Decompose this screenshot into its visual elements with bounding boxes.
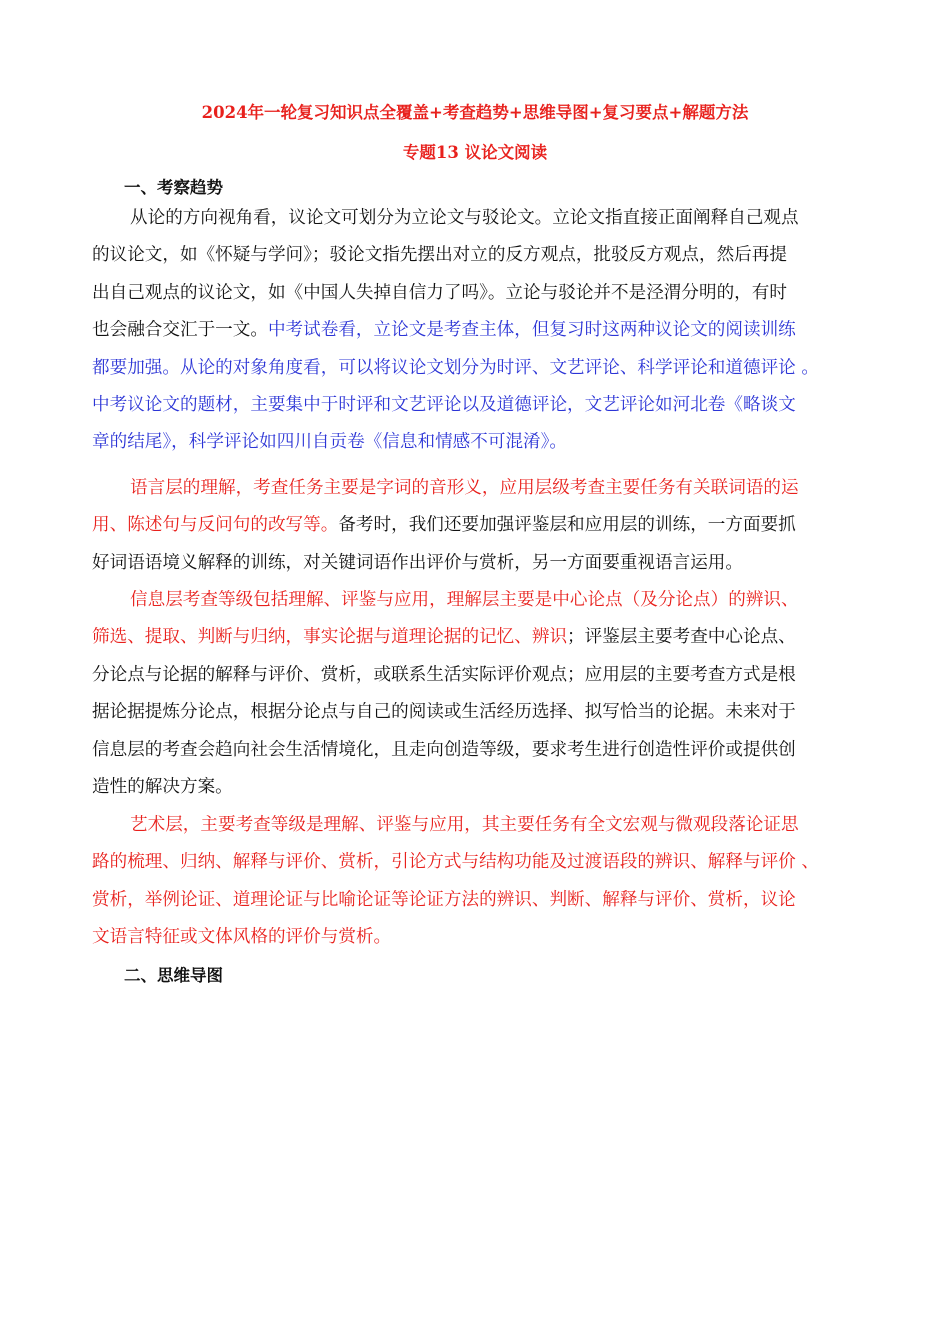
paragraph-information-layer	[92, 582, 872, 806]
paragraph-line	[92, 582, 872, 619]
paragraph-line	[92, 470, 872, 507]
paragraph-line	[92, 769, 872, 806]
text-run: 据论据提炼分论点，根据分论点与自己的阅读或生活经历选择、拟写恰当的论据。未来对于	[92, 702, 796, 723]
paragraph-line	[92, 844, 872, 881]
text-run: 章的结尾》，科学评论如四川自贡卷《信息和情感不可混淆》。	[92, 432, 568, 453]
text-run: 出自己观点的议论文，如《中国人失掉自信力了吗》。立论与驳论并不是泾渭分明的，有时	[92, 282, 787, 303]
section-heading-mindmap: 二、思维导图	[124, 966, 223, 985]
paragraph-line	[92, 919, 872, 956]
paragraph-line	[92, 350, 872, 387]
paragraph-line	[92, 275, 872, 312]
text-run: 赏析，举例论证、道理论证与比喻论证等论证方法的辨识、判断、解释与评价、赏析，议论	[92, 889, 796, 910]
text-run: 都要加强。从论的对象角度看，可以将议论文划分为时评、文艺评论、科学评论和道德评论 。	[92, 357, 819, 378]
paragraph-argument-types	[92, 200, 872, 462]
paragraph-language-layer	[92, 470, 872, 582]
text-run: 造性的解决方案。	[92, 776, 233, 797]
text-run: 筛选、提取、判断与归纳，事实论据与道理论据的记忆、辨识	[92, 627, 568, 648]
text-run: 路的梳理、归纳、解释与评价、赏析，引论方式与结构功能及过渡语段的辨识、解释与评价 、	[92, 852, 819, 873]
paragraph-line	[92, 545, 872, 582]
paragraph-line	[92, 882, 872, 919]
paragraph-line	[92, 312, 872, 349]
document-subtitle: 专题13 议论文阅读	[402, 143, 548, 162]
text-run: 备考时，我们还要加强评鉴层和应用层的训练，一方面要抓	[338, 515, 796, 536]
paragraph-line	[92, 237, 872, 274]
text-run: 中考试卷看，立论文是考查主体，但复习时这两种议论文的阅读训练	[267, 320, 796, 341]
paragraph-line	[92, 619, 872, 656]
text-run: 中考议论文的题材，主要集中于时评和文艺评论以及道德评论，文艺评论如河北卷《略谈文	[92, 394, 796, 415]
paragraph-line	[92, 657, 872, 694]
section-heading-trends: 一、考察趋势	[124, 178, 223, 197]
paragraph-line	[92, 694, 872, 731]
text-run: 文语言特征或文体风格的评价与赏析。	[92, 927, 392, 948]
text-run: 语言层的理解，考查任务主要是字词的音形义，应用层级考查主要任务有关联词语的运	[130, 478, 799, 498]
text-run: 也会融合交汇于一文。	[92, 320, 268, 341]
text-run: ；评鉴层主要考查中心论点、	[567, 627, 796, 648]
text-run: 分论点与论据的解释与评价、赏析，或联系生活实际评价观点；应用层的主要考查方式是根	[92, 664, 796, 685]
text-run: 用、陈述句与反问句的改写等。	[92, 515, 339, 536]
text-run: 信息层的考查会趋向社会生活情境化，且走向创造等级，要求考生进行创造性评价或提供创	[92, 739, 796, 760]
paragraph-line	[92, 807, 872, 844]
paragraph-art-layer	[92, 807, 872, 957]
text-run: 好词语语境义解释的训练，对关键词语作出评价与赏析，另一方面要重视语言运用。	[92, 552, 743, 573]
paragraph-line	[92, 732, 872, 769]
paragraph-line	[92, 424, 872, 461]
text-run: 从论的方向视角看，议论文可划分为立论文与驳论文。立论文指直接正面阐释自己观点	[130, 208, 799, 228]
paragraph-line	[92, 200, 872, 237]
text-run: 信息层考查等级包括理解、评鉴与应用，理解层主要是中心论点（及分论点）的辨识、	[130, 590, 799, 610]
paragraph-line	[92, 507, 872, 544]
paragraph-line	[92, 387, 872, 424]
text-run: 艺术层，主要考查等级是理解、评鉴与应用，其主要任务有全文宏观与微观段落论证思	[130, 815, 799, 835]
document-title: 2024年一轮复习知识点全覆盖+考查趋势+思维导图+复习要点+解题方法	[201, 103, 749, 122]
text-run: 的议论文，如《怀疑与学问》；驳论文指先摆出对立的反方观点，批驳反方观点，然后再提	[92, 245, 787, 266]
